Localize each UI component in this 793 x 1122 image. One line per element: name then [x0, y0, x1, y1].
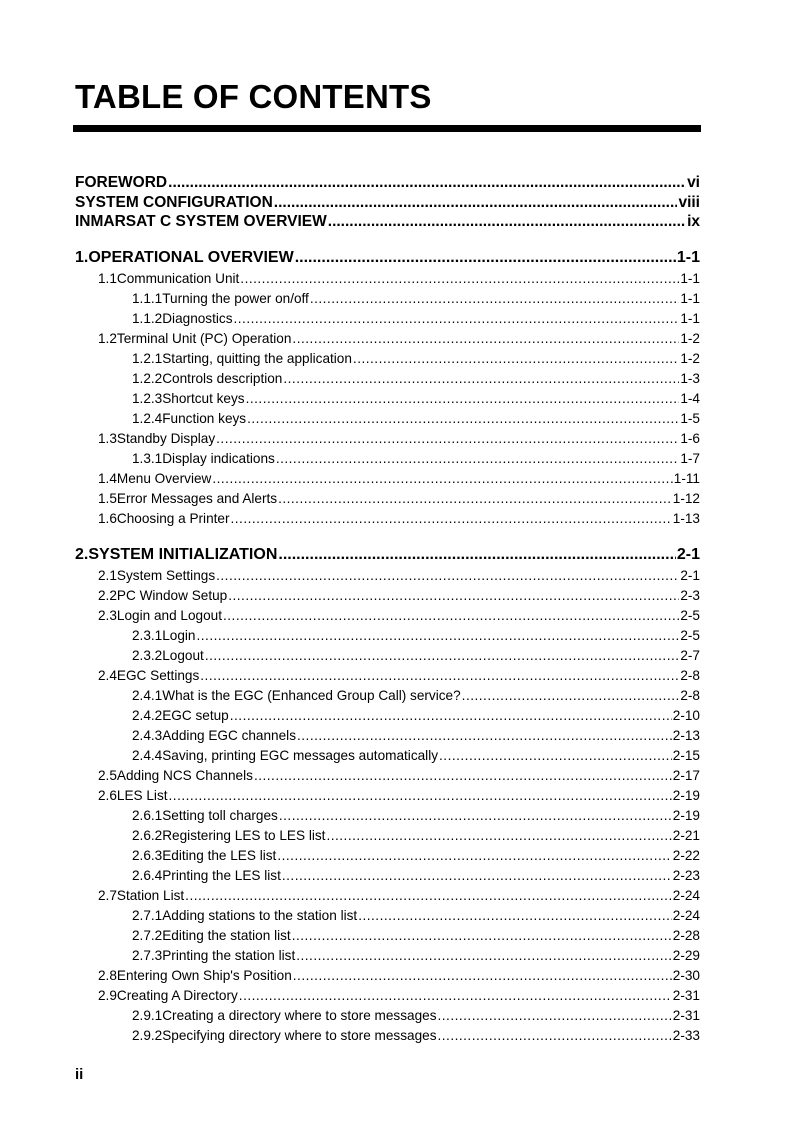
- subsection-page: 2-33: [672, 1027, 700, 1043]
- toc-subsection: [75, 728, 700, 748]
- toc-subsection: [75, 648, 700, 668]
- subsection-page: 1-7: [680, 450, 700, 466]
- dot-leader: [292, 928, 672, 943]
- section-page: 2-17: [672, 767, 700, 783]
- toc-section: [75, 491, 700, 511]
- toc-subsection: [75, 828, 700, 848]
- section-number: 2.3: [98, 607, 117, 623]
- section-page: 2-24: [672, 887, 700, 903]
- subsection-title: Diagnostics: [162, 310, 233, 326]
- subsection-page: 2-7: [680, 647, 700, 663]
- subsection-page: 1-2: [680, 350, 700, 366]
- section-title: Entering Own Ship's Position: [116, 967, 292, 983]
- subsection-page: 1-3: [680, 370, 700, 386]
- subsection-number: 1.1.2: [132, 310, 163, 326]
- toc-section: [75, 788, 700, 808]
- subsection-number: 2.4.4: [132, 747, 163, 763]
- dot-leader: [328, 213, 686, 231]
- subsection-title: Printing the station list: [162, 947, 296, 963]
- subsection-title: Creating a directory where to store messages: [162, 1007, 437, 1023]
- subsection-page: 2-23: [672, 867, 700, 883]
- subsection-title: Saving, printing EGC messages automatically: [162, 747, 439, 763]
- toc-section: [75, 331, 700, 351]
- toc-subsection: [75, 808, 700, 828]
- subsection-title: Logout: [162, 647, 204, 663]
- toc-section: [75, 608, 700, 628]
- toc-subsection: [75, 948, 700, 968]
- toc-subsection: [75, 708, 700, 728]
- toc-section: [75, 431, 700, 451]
- section-title: Communication Unit: [116, 270, 240, 286]
- subsection-number: 1.1.1: [132, 290, 163, 306]
- section-number: 1.4: [98, 470, 117, 486]
- dot-leader: [274, 194, 678, 212]
- subsection-page: 2-21: [672, 827, 700, 843]
- section-number: 2.4: [98, 667, 117, 683]
- subsection-number: 1.2.3: [132, 390, 163, 406]
- dot-leader: [278, 546, 676, 564]
- subsection-number: 1.2.1: [132, 350, 163, 366]
- dot-leader: [168, 174, 686, 192]
- toc-section: [75, 988, 700, 1008]
- subsection-number: 2.4.1: [132, 687, 163, 703]
- section-number: 1.6: [98, 510, 117, 526]
- subsection-number: 2.9.1: [132, 1007, 163, 1023]
- section-title: System Settings: [116, 567, 216, 583]
- section-page: 2-8: [680, 667, 700, 683]
- toc-entry-system-configuration: [75, 194, 700, 214]
- toc-subsection: [75, 1008, 700, 1028]
- toc-subsection: [75, 311, 700, 331]
- section-title: Station List: [116, 887, 185, 903]
- dot-leader: [223, 608, 679, 623]
- dot-leader: [230, 708, 672, 723]
- section-page: 2-19: [672, 787, 700, 803]
- dot-leader: [462, 688, 680, 703]
- dot-leader: [277, 848, 671, 863]
- toc-subsection: [75, 848, 700, 868]
- subsection-page: 2-29: [672, 947, 700, 963]
- toc-subsection: [75, 748, 700, 768]
- toc-chapter-1: [75, 249, 700, 271]
- section-number: 2.9: [98, 987, 117, 1003]
- dot-leader: [358, 908, 672, 923]
- subsection-page: 2-22: [672, 847, 700, 863]
- subsection-number: 2.4.2: [132, 707, 163, 723]
- toc-section: [75, 888, 700, 908]
- dot-leader: [212, 471, 672, 486]
- subsection-number: 2.6.1: [132, 807, 163, 823]
- dot-leader: [297, 728, 672, 743]
- toc-subsection: [75, 371, 700, 391]
- toc-subsection: [75, 688, 700, 708]
- chapter-title: SYSTEM INITIALIZATION: [88, 545, 278, 563]
- toc-entry-foreword: [75, 174, 700, 194]
- dot-leader: [169, 788, 672, 803]
- subsection-title: EGC setup: [162, 707, 229, 723]
- subsection-number: 2.9.2: [132, 1027, 163, 1043]
- dot-leader: [234, 311, 680, 326]
- section-page: 1-11: [673, 470, 700, 486]
- dot-leader: [205, 648, 680, 663]
- subsection-number: 2.7.2: [132, 927, 163, 943]
- toc-section: [75, 968, 700, 988]
- subsection-number: 2.3.1: [132, 627, 163, 643]
- toc-section: [75, 588, 700, 608]
- toc-section: [75, 511, 700, 531]
- section-number: 2.1: [98, 567, 117, 583]
- toc-entry-inmarsat-overview: [75, 213, 700, 233]
- subsection-title: Shortcut keys: [162, 390, 245, 406]
- section-title: Login and Logout: [116, 607, 222, 623]
- dot-leader: [283, 371, 679, 386]
- subsection-page: 1-1: [680, 290, 700, 306]
- section-title: Terminal Unit (PC) Operation: [116, 330, 292, 346]
- dot-leader: [254, 768, 672, 783]
- subsection-title: Editing the LES list: [162, 847, 277, 863]
- section-page: 2-31: [672, 987, 700, 1003]
- dot-leader: [246, 391, 680, 406]
- section-page: 2-5: [680, 607, 700, 623]
- chapter-page: 1-1: [676, 248, 700, 266]
- dot-leader: [293, 968, 672, 983]
- toc-subsection: [75, 868, 700, 888]
- subsection-page: 2-8: [680, 687, 700, 703]
- title-rule: [73, 125, 701, 132]
- section-title: Creating A Directory: [116, 987, 238, 1003]
- dot-leader: [310, 291, 680, 306]
- section-number: 2.2: [98, 587, 117, 603]
- subsection-title: Starting, quitting the application: [162, 350, 352, 366]
- subsection-page: 2-15: [672, 747, 700, 763]
- dot-leader: [295, 249, 676, 267]
- subsection-page: 2-10: [672, 707, 700, 723]
- chapter-page: 2-1: [676, 545, 700, 563]
- dot-leader: [216, 568, 679, 583]
- subsection-title: Specifying directory where to store messages: [162, 1027, 437, 1043]
- dot-leader: [353, 351, 679, 366]
- section-page: 1-2: [680, 330, 700, 346]
- section-title: LES List: [116, 787, 168, 803]
- toc-chapter-2: [75, 546, 700, 568]
- subsection-number: 2.4.3: [132, 727, 163, 743]
- dot-leader: [438, 1008, 672, 1023]
- subsection-title: Login: [162, 627, 196, 643]
- section-number: 2.7: [98, 887, 117, 903]
- subsection-title: Setting toll charges: [162, 807, 278, 823]
- subsection-title: Registering LES to LES list: [162, 827, 326, 843]
- toc-entry-text: FOREWORD: [75, 174, 168, 191]
- section-page: 1-1: [680, 270, 700, 286]
- dot-leader: [326, 828, 671, 843]
- toc-entry-page: viii: [678, 193, 700, 211]
- dot-leader: [276, 451, 680, 466]
- dot-leader: [278, 491, 672, 506]
- dot-leader: [228, 588, 679, 603]
- section-number: 2.5: [98, 767, 117, 783]
- dot-leader: [231, 511, 672, 526]
- toc-section: [75, 471, 700, 491]
- dot-leader: [296, 948, 672, 963]
- toc-entry-text: SYSTEM CONFIGURATION: [75, 193, 273, 211]
- toc-subsection: [75, 1028, 700, 1048]
- section-number: 1.5: [98, 490, 117, 506]
- subsection-title: What is the EGC (Enhanced Group Call) service?: [162, 687, 461, 703]
- toc-subsection: [75, 351, 700, 371]
- toc-subsection: [75, 411, 700, 431]
- subsection-number: 1.2.4: [132, 410, 163, 426]
- section-title: Standby Display: [116, 430, 216, 446]
- section-page: 1-13: [672, 510, 700, 526]
- section-number: 2.6: [98, 787, 117, 803]
- subsection-page: 2-31: [672, 1007, 700, 1023]
- toc-subsection: [75, 928, 700, 948]
- section-page: 2-30: [672, 967, 700, 983]
- section-page: 2-1: [680, 567, 700, 583]
- subsection-title: Display indications: [162, 450, 275, 466]
- dot-leader: [240, 271, 679, 286]
- subsection-number: 2.6.3: [132, 847, 163, 863]
- toc-section: [75, 271, 700, 291]
- subsection-page: 2-13: [672, 727, 700, 743]
- dot-leader: [279, 808, 672, 823]
- toc-entry-text: INMARSAT C SYSTEM OVERVIEW: [75, 213, 327, 230]
- section-title: Error Messages and Alerts: [116, 490, 278, 506]
- toc-entry-page: ix: [687, 213, 700, 230]
- section-title: EGC Settings: [116, 667, 200, 683]
- subsection-page: 2-19: [672, 807, 700, 823]
- dot-leader: [239, 988, 672, 1003]
- page-number: ii: [75, 1066, 84, 1083]
- subsection-page: 2-28: [672, 927, 700, 943]
- subsection-title: Controls description: [162, 370, 283, 386]
- dot-leader: [197, 628, 680, 643]
- section-page: 2-3: [680, 587, 700, 603]
- toc-subsection: [75, 628, 700, 648]
- section-number: 1.2: [98, 330, 117, 346]
- dot-leader: [439, 748, 672, 763]
- chapter-title: OPERATIONAL OVERVIEW: [88, 248, 294, 266]
- subsection-number: 2.6.2: [132, 827, 163, 843]
- dot-leader: [185, 888, 672, 903]
- subsection-page: 1-1: [680, 310, 700, 326]
- subsection-page: 1-4: [680, 390, 700, 406]
- chapter-number: 2.: [75, 545, 89, 563]
- toc-section: [75, 668, 700, 688]
- dot-leader: [438, 1028, 672, 1043]
- toc-entry-page: vi: [687, 174, 700, 191]
- section-title: Menu Overview: [116, 470, 212, 486]
- toc-subsection: [75, 291, 700, 311]
- dot-leader: [247, 411, 679, 426]
- toc-subsection: [75, 451, 700, 471]
- section-title: PC Window Setup: [116, 587, 228, 603]
- section-page: 1-6: [680, 430, 700, 446]
- page-title: TABLE OF CONTENTS: [75, 78, 432, 115]
- subsection-number: 2.6.4: [132, 867, 163, 883]
- dot-leader: [282, 868, 672, 883]
- subsection-number: 1.3.1: [132, 450, 163, 466]
- subsection-title: Turning the power on/off: [162, 290, 309, 306]
- subsection-title: Adding stations to the station list: [162, 907, 358, 923]
- subsection-number: 1.2.2: [132, 370, 163, 386]
- section-number: 2.8: [98, 967, 117, 983]
- toc-section: [75, 568, 700, 588]
- subsection-number: 2.7.1: [132, 907, 163, 923]
- section-page: 1-12: [672, 490, 700, 506]
- dot-leader: [292, 331, 679, 346]
- subsection-page: 1-5: [680, 410, 700, 426]
- table-of-contents: [75, 174, 700, 1048]
- subsection-page: 2-24: [672, 907, 700, 923]
- toc-section: [75, 768, 700, 788]
- toc-subsection: [75, 391, 700, 411]
- dot-leader: [200, 668, 679, 683]
- subsection-title: Printing the LES list: [162, 867, 281, 883]
- subsection-title: Function keys: [162, 410, 247, 426]
- dot-leader: [216, 431, 679, 446]
- subsection-title: Adding EGC channels: [162, 727, 296, 743]
- section-title: Choosing a Printer: [116, 510, 230, 526]
- section-title: Adding NCS Channels: [116, 767, 253, 783]
- section-number: 1.3: [98, 430, 117, 446]
- subsection-number: 2.3.2: [132, 647, 163, 663]
- subsection-title: Editing the station list: [162, 927, 291, 943]
- chapter-number: 1.: [75, 248, 89, 266]
- toc-subsection: [75, 908, 700, 928]
- subsection-number: 2.7.3: [132, 947, 163, 963]
- subsection-page: 2-5: [680, 627, 700, 643]
- section-number: 1.1: [98, 270, 117, 286]
